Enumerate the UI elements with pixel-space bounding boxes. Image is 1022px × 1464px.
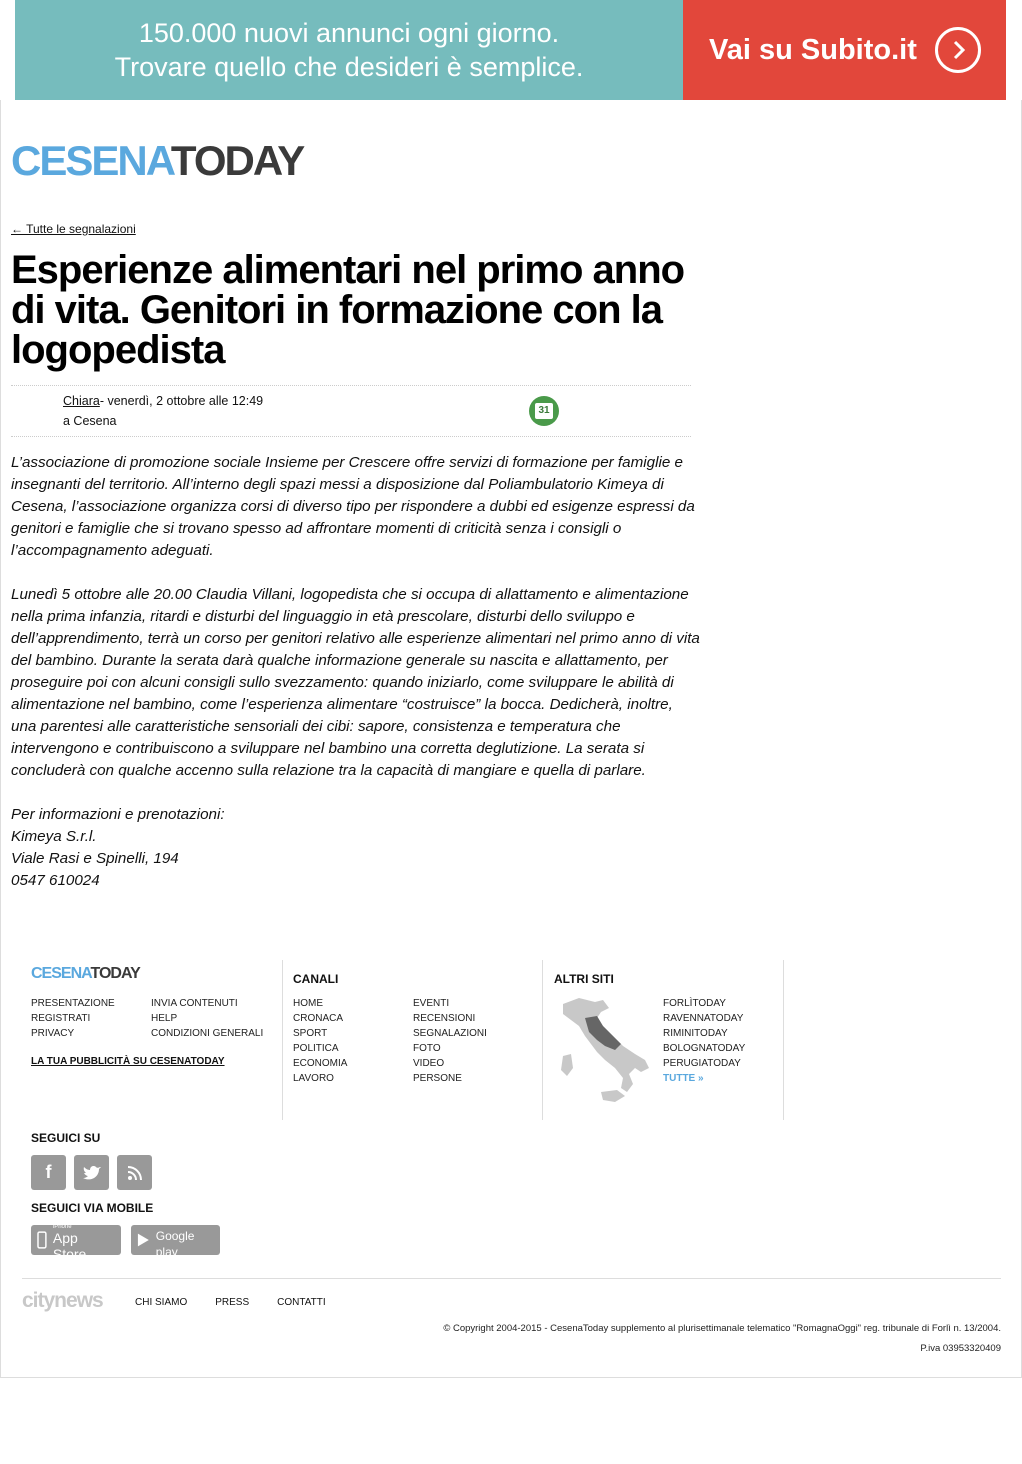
- site-logo[interactable]: [11, 138, 303, 184]
- channel-link[interactable]: SPORT: [293, 1028, 328, 1039]
- contact-info: [11, 804, 701, 892]
- channel-link[interactable]: LAVORO: [293, 1073, 334, 1084]
- author-date-line: [63, 394, 263, 408]
- rss-icon[interactable]: [117, 1155, 152, 1190]
- footer-site-links-right: [151, 996, 263, 1041]
- article-meta: [11, 385, 691, 437]
- copyright-text: © Copyright 2004-2015 - CesenaToday supplemento al plurisettimanale telematico "RomagnaOggi" reg. tribunale di Forlì n. 13/2004.: [443, 1323, 1001, 1334]
- article-title: Esperienze alimentari nel primo anno di vita. Genitori in formazione con la logopedista: [11, 248, 685, 372]
- channel-link[interactable]: VIDEO: [413, 1058, 445, 1069]
- chevron-right-icon: [935, 27, 981, 73]
- iphone-icon: [37, 1231, 47, 1249]
- social-buttons: [31, 1155, 152, 1190]
- channel-link[interactable]: SEGNALAZIONI: [413, 1028, 487, 1039]
- footer-link[interactable]: CONDIZIONI GENERALI: [151, 1028, 264, 1039]
- bottom-link[interactable]: CHI SIAMO: [135, 1297, 188, 1308]
- author-link[interactable]: Chiara: [63, 394, 100, 408]
- google-play-label: Google play: [155, 1229, 195, 1259]
- mobile-heading: SEGUICI VIA MOBILE: [31, 1201, 154, 1215]
- citynews-logo[interactable]: citynews: [22, 1289, 103, 1312]
- follow-heading: SEGUICI SU: [31, 1131, 101, 1145]
- bottom-bar: [22, 1278, 1001, 1354]
- channel-link[interactable]: CRONACA: [293, 1013, 344, 1024]
- back-to-reports-link[interactable]: ← Tutte le segnalazioni: [11, 222, 136, 236]
- channels-heading: CANALI: [293, 972, 339, 986]
- app-store-buttons: [31, 1218, 220, 1262]
- logo-part-1: CESENA: [11, 137, 171, 184]
- calendar-icon[interactable]: [529, 396, 559, 426]
- ad-banner[interactable]: [15, 0, 1006, 100]
- footer-logo[interactable]: [31, 965, 281, 983]
- other-site-link[interactable]: FORLÌTODAY: [663, 998, 726, 1009]
- google-play-icon: [137, 1232, 150, 1248]
- footer-link[interactable]: PRESENTAZIONE: [31, 998, 115, 1009]
- footer-link[interactable]: HELP: [151, 1013, 178, 1024]
- channel-link[interactable]: POLITICA: [293, 1043, 339, 1054]
- other-site-link[interactable]: RIMINITODAY: [663, 1028, 728, 1039]
- article-paragraph: Lunedì 5 ottobre alle 20.00 Claudia Villani, logopedista che si occupa di allattamento e alimentazione nella prima infanzia, ritardi e disturbi del linguaggio in età prescolare, disturbi dello sviluppo e dell’apprendimento, terrà un corso per genitori relativo alle esperienze alimentari nel primo anno di vita del bambino. Durante la serata darà qualche informazione generale su nascita e allattamento, per proseguire poi con alcuni consigli sullo svezzamento: quando iniziarlo, come sviluppare le abilità di alimentazione nel bambino, come l’esperienza alimentare “costruisce” la bocca. Dedicherà, inoltre, una parentesi alle caratteristiche sensoriali dei cibi: sapore, consistenza e temperatura che intervengono e contribuiscono a sviluppare nel bambino una corretta deglutizione. La serata si concluderà con qualche accenno sulla relazione tra la capacità di mangiare e quella di parlare.: [11, 586, 700, 779]
- contact-line: Per informazioni e prenotazioni:: [11, 806, 225, 823]
- channels-links-left: [293, 996, 347, 1086]
- footer-col-other-sites: [542, 960, 784, 1120]
- italy-map-icon: [557, 996, 653, 1106]
- ad-line-2: Trovare quello che desideri è semplice.: [114, 52, 584, 82]
- channels-links-right: [413, 996, 487, 1086]
- contact-line: Viale Rasi e Spinelli, 194: [11, 850, 179, 867]
- channel-link[interactable]: PERSONE: [413, 1073, 462, 1084]
- channel-link[interactable]: RECENSIONI: [413, 1013, 476, 1024]
- other-site-link[interactable]: PERUGIATODAY: [663, 1058, 741, 1069]
- contact-line: Kimeya S.r.l.: [11, 828, 97, 845]
- google-play-small: ANDROID APP ON: [155, 1221, 208, 1227]
- advertising-link[interactable]: LA TUA PUBBLICITÀ SU CESENATODAY: [31, 1056, 225, 1067]
- ad-cta-label: Vai su Subito.it: [709, 33, 917, 66]
- app-store-button[interactable]: [31, 1218, 121, 1262]
- logo-part-2: TODAY: [170, 137, 304, 184]
- footer-logo-part-1: CESENA: [31, 965, 91, 982]
- contact-line: 0547 610024: [11, 872, 100, 889]
- bottom-link[interactable]: CONTATTI: [277, 1297, 326, 1308]
- bottom-links: [135, 1297, 326, 1308]
- footer-site-links-left: [31, 996, 115, 1041]
- app-store-small: Available on the iPhone: [52, 1218, 96, 1230]
- other-sites-heading: ALTRI SITI: [554, 972, 614, 986]
- footer-col-site: [31, 960, 281, 1120]
- channel-link[interactable]: ECONOMIA: [293, 1058, 348, 1069]
- channel-link[interactable]: FOTO: [413, 1043, 441, 1054]
- article-date: - venerdì, 2 ottobre alle 12:49: [99, 394, 264, 408]
- ad-line-1: 150.000 nuovi annunci ogni giorno.: [138, 18, 560, 48]
- all-sites-link[interactable]: TUTTE »: [663, 1073, 704, 1084]
- twitter-icon[interactable]: [74, 1155, 109, 1190]
- other-site-link[interactable]: BOLOGNATODAY: [663, 1043, 746, 1054]
- google-play-button[interactable]: [131, 1221, 220, 1259]
- channel-link[interactable]: HOME: [293, 998, 323, 1009]
- footer-logo-part-2: TODAY: [90, 965, 140, 982]
- article-paragraph: L’associazione di promozione sociale Insieme per Crescere offre servizi di formazione per famiglie e insegnanti del territorio. All’interno degli spazi messi a disposizione dal Poliambulatorio Kimeya di Cesena, l’associazione organizza corsi di diverso tipo per rispondere a dubbi ed esigenze espressi da genitori e famiglie che si trovano spesso ad affrontare momenti di criticità senza i consigli o l’accompagnamento adeguati.: [11, 454, 695, 559]
- app-store-label: App Store: [52, 1230, 87, 1262]
- article-body: [11, 452, 701, 892]
- vat-number: P.iva 03953320409: [920, 1343, 1001, 1354]
- channel-link[interactable]: EVENTI: [413, 998, 450, 1009]
- footer-col-channels: [282, 960, 542, 1120]
- calendar-day: 31: [535, 403, 553, 419]
- other-sites-links: [663, 996, 745, 1086]
- facebook-icon[interactable]: f: [31, 1155, 66, 1190]
- footer-link[interactable]: PRIVACY: [31, 1028, 75, 1039]
- footer-link[interactable]: INVIA CONTENUTI: [151, 998, 238, 1009]
- ad-cta-button[interactable]: [683, 0, 1006, 100]
- other-site-link[interactable]: RAVENNATODAY: [663, 1013, 744, 1024]
- ad-banner-text[interactable]: [15, 0, 683, 100]
- article-location: a Cesena: [63, 414, 117, 428]
- bottom-link[interactable]: PRESS: [215, 1297, 250, 1308]
- footer-link[interactable]: REGISTRATI: [31, 1013, 91, 1024]
